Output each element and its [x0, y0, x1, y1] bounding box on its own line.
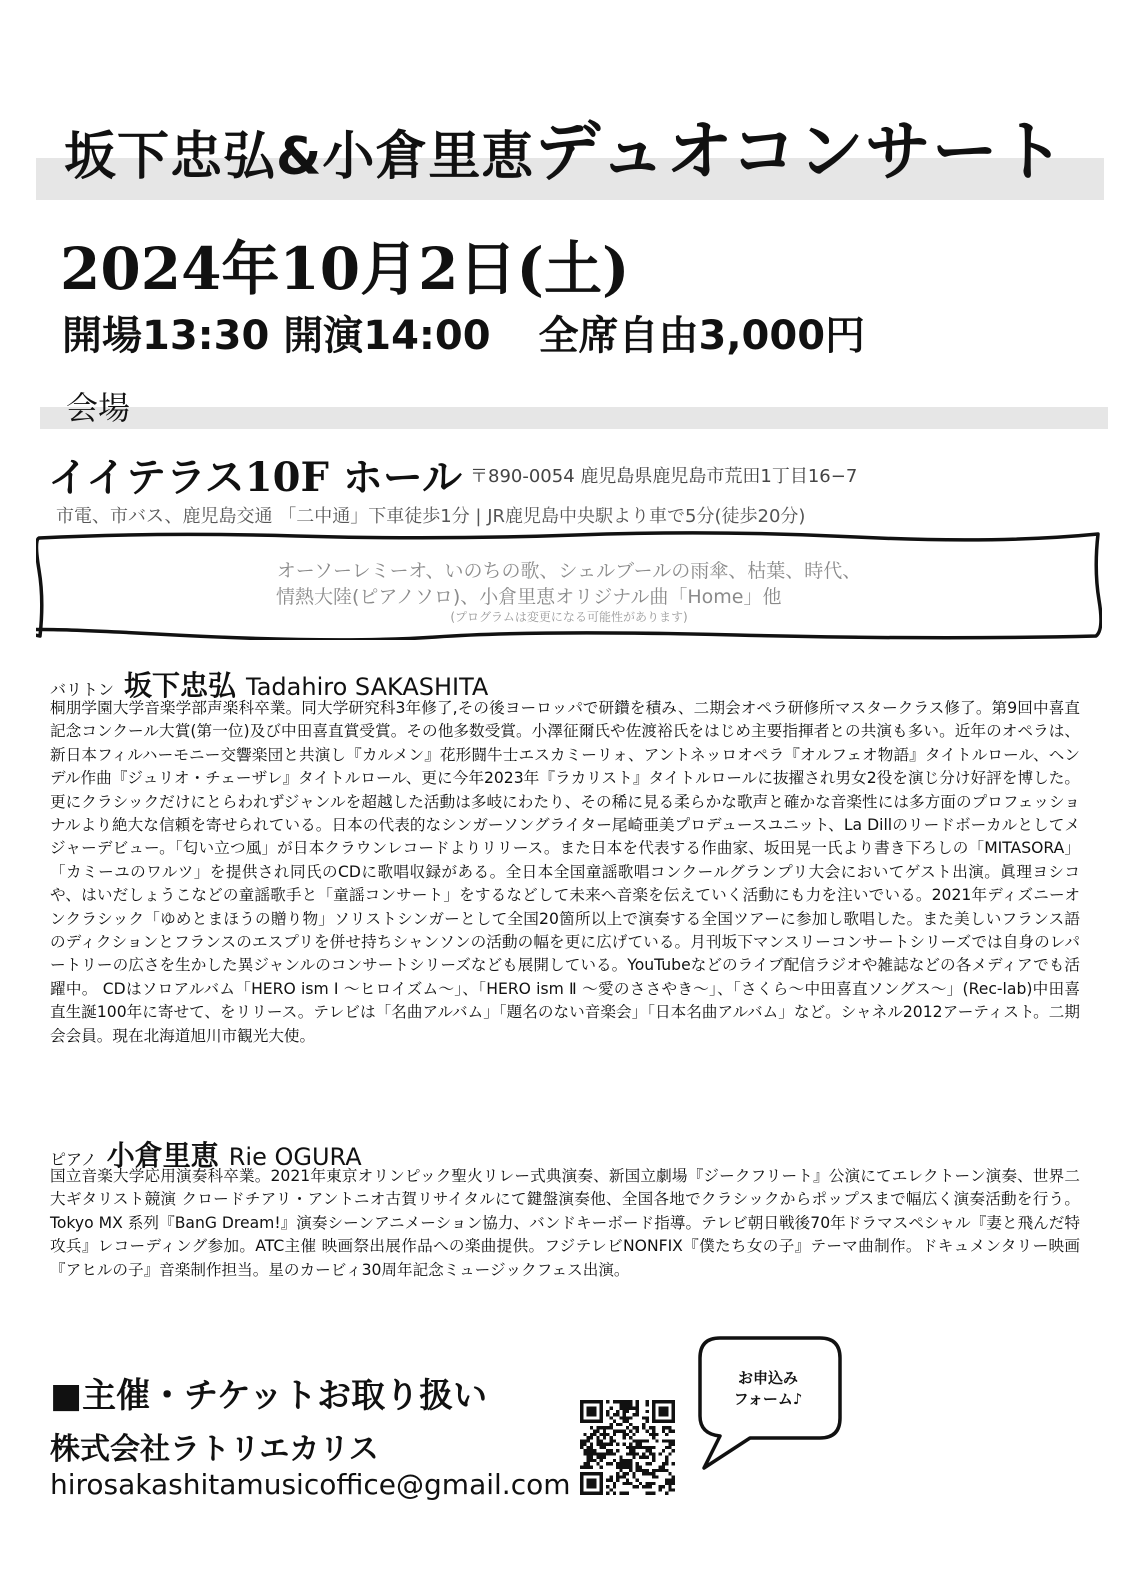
performer-name-en: Rie OGURA: [228, 1143, 362, 1171]
performer-bio: 桐朋学園大学音楽学部声楽科卒業。同大学研究科3年修了,その後ヨーロッパで研鑽を積み、二期会オペラ研修所マスタークラス修了。第9回中喜直記念コンクール大賞(第一位)及び中田喜直賞受賞。その他多数受賞。小澤征爾氏や佐渡裕氏をはじめ主要指揮者との共演も多い。近年のオペラは、新日本フィルハーモニー交響楽団と共演し『カルメン』花形闘牛士エスカミーリォ、アントネッロオペラ『オルフェオ物語』タイトルロール、ヘンデル作曲『ジュリオ・チェーザレ』タイトルロール、更に今年2023年『ラカリスト』タイトルロールに抜擢され男女2役を演じ分け好評を博した。更にクラシックだけにとらわれずジャンルを超越した活動は多岐にわたり、その稀に見る柔らかな歌声と確かな音楽性には多方面のプロフェッショナルより絶大な信頼を寄せられている。日本の代表的なシンガーソングライター尾崎亜美プロデュースユニット、La Dillのリードボーカルとしてメジャーデビュー。「匂い立つ風」が日本クラウンレコードよりリリース。また日本を代表する作曲家、坂田晃一氏より書き下ろしの「MITASORA」「カミーユのワルツ」を提供され同氏のCDに歌唱収録がある。全日本全国童謡歌唱コンクールグランプリ大会においてゲスト出演。眞理ヨシコや、はいだしょうこなどの童謡歌手と「童謡コンサート」をするなどして未来へ音楽を伝えていく活動にも力を注いでいる。2021年ディズニーオンクラシック「ゆめとまほうの贈り物」ソリストシンガーとして全国20箇所以上で演奏する全国ツアーに参加し歌唱した。また美しいフランス語のディクションとフランスのエスプリを併せ持ちシャンソンの活動の幅を更に広げている。月刊坂下マンスリーコンサートシリーズでは自身のレパートリーの広さを生かした異ジャンルのコンサートシリーズなども展開している。YouTubeなどのライブ配信ラジオや雑誌などの各メディアでも活躍中。 CDはソロアルバム「HERO ism Ⅰ 〜ヒロイズム〜」、「HERO ism Ⅱ 〜愛のささやき〜」、「さくら〜中田喜直ソングス〜」(Rec-lab)中田喜直生誕100年に寄せて、をリリース。テレビは「名曲アルバム」「題名のない音楽会」「日本名曲アルバム」など。シャネル2012アーティスト。二期会会員。現在北海道旭川市観光大使。: [50, 699, 1080, 1045]
performer-name-en: Tadahiro SAKASHITA: [246, 673, 489, 701]
organizer-company: 株式会社ラトリエカリス: [50, 1432, 379, 1467]
venue-address: 〒890-0054 鹿児島県鹿児島市荒田1丁目16−7: [470, 466, 858, 487]
performer-name-jp: 坂下忠弘: [124, 669, 237, 702]
doors-open-time: 開場13:30: [62, 313, 270, 359]
bubble-line-1: お申込み: [737, 1369, 798, 1387]
venue-name: イイテラス10F ホール: [48, 454, 462, 501]
organizer-heading: ■主催・チケットお取り扱い: [50, 1376, 488, 1416]
program-songs-line-2: 情熱大陸(ピアノソロ)、小倉里恵オリジナル曲「Home」他: [276, 586, 782, 608]
venue-label: 会場: [66, 389, 131, 427]
program-songs-line-1: オーソーレミーオ、いのちの歌、シェルブールの雨傘、枯葉、時代、: [276, 560, 862, 582]
program-box: [36, 530, 1102, 640]
ticket-price: 全席自由3,000円: [538, 313, 866, 359]
concert-date: 2024年10月2日(土): [60, 235, 630, 303]
start-time: 開演14:00: [283, 313, 491, 359]
title-concert-label: デュオコンサート: [534, 113, 1066, 190]
performer-bio: 国立音楽大学応用演奏科卒業。2021年東京オリンピック聖火リレー式典演奏、新国立劇場『ジークフリート』公演にてエレクトーン演奏、世界二大ギタリスト競演 クロードチアリ・アントニオ古賀リサイタルにて鍵盤演奏他、全国各地でクラシックからポップスまで幅広く演奏活動を行う。Tokyo MX 系列『BanG Dream!』演奏シーンアニメーション協力、バンドキーボード指導。テレビ朝日戦後70年ドラマスペシャル『妻と飛んだ特攻兵』レコーディング参加。ATC主催 映画祭出展作品への楽曲提供。フジテレビNONFIX『僕たち女の子』テーマ曲制作。ドキュメンタリー映画『アヒルの子』音楽制作担当。星のカービィ30周年記念ミュージックフェス出演。: [50, 1167, 1080, 1279]
performer-name-jp: 小倉里恵: [106, 1139, 219, 1172]
bubble-line-2: フォーム♪: [733, 1390, 803, 1408]
qr-code-graphic: [580, 1400, 675, 1495]
title-performer-names: 坂下忠弘&小倉里恵: [64, 127, 535, 187]
qr-code-icon[interactable]: [580, 1400, 675, 1495]
application-form-callout: [706, 1368, 830, 1410]
performer-role: ピアノ: [50, 1150, 97, 1169]
time-and-price: [62, 304, 865, 361]
performer-role: バリトン: [50, 680, 115, 699]
venue-access: 市電、市バス、鹿児島交通 「二中通」下車徒歩1分 | JR鹿児島中央駅より車で5分(徒歩20分): [56, 506, 806, 527]
venue-underline-bar: [40, 407, 1108, 429]
program-change-note: (プログラムは変更になる可能性があります): [450, 610, 688, 624]
contact-email: hirosakashitamusicoffice@gmail.com: [50, 1468, 571, 1501]
concert-title: [64, 98, 1104, 193]
